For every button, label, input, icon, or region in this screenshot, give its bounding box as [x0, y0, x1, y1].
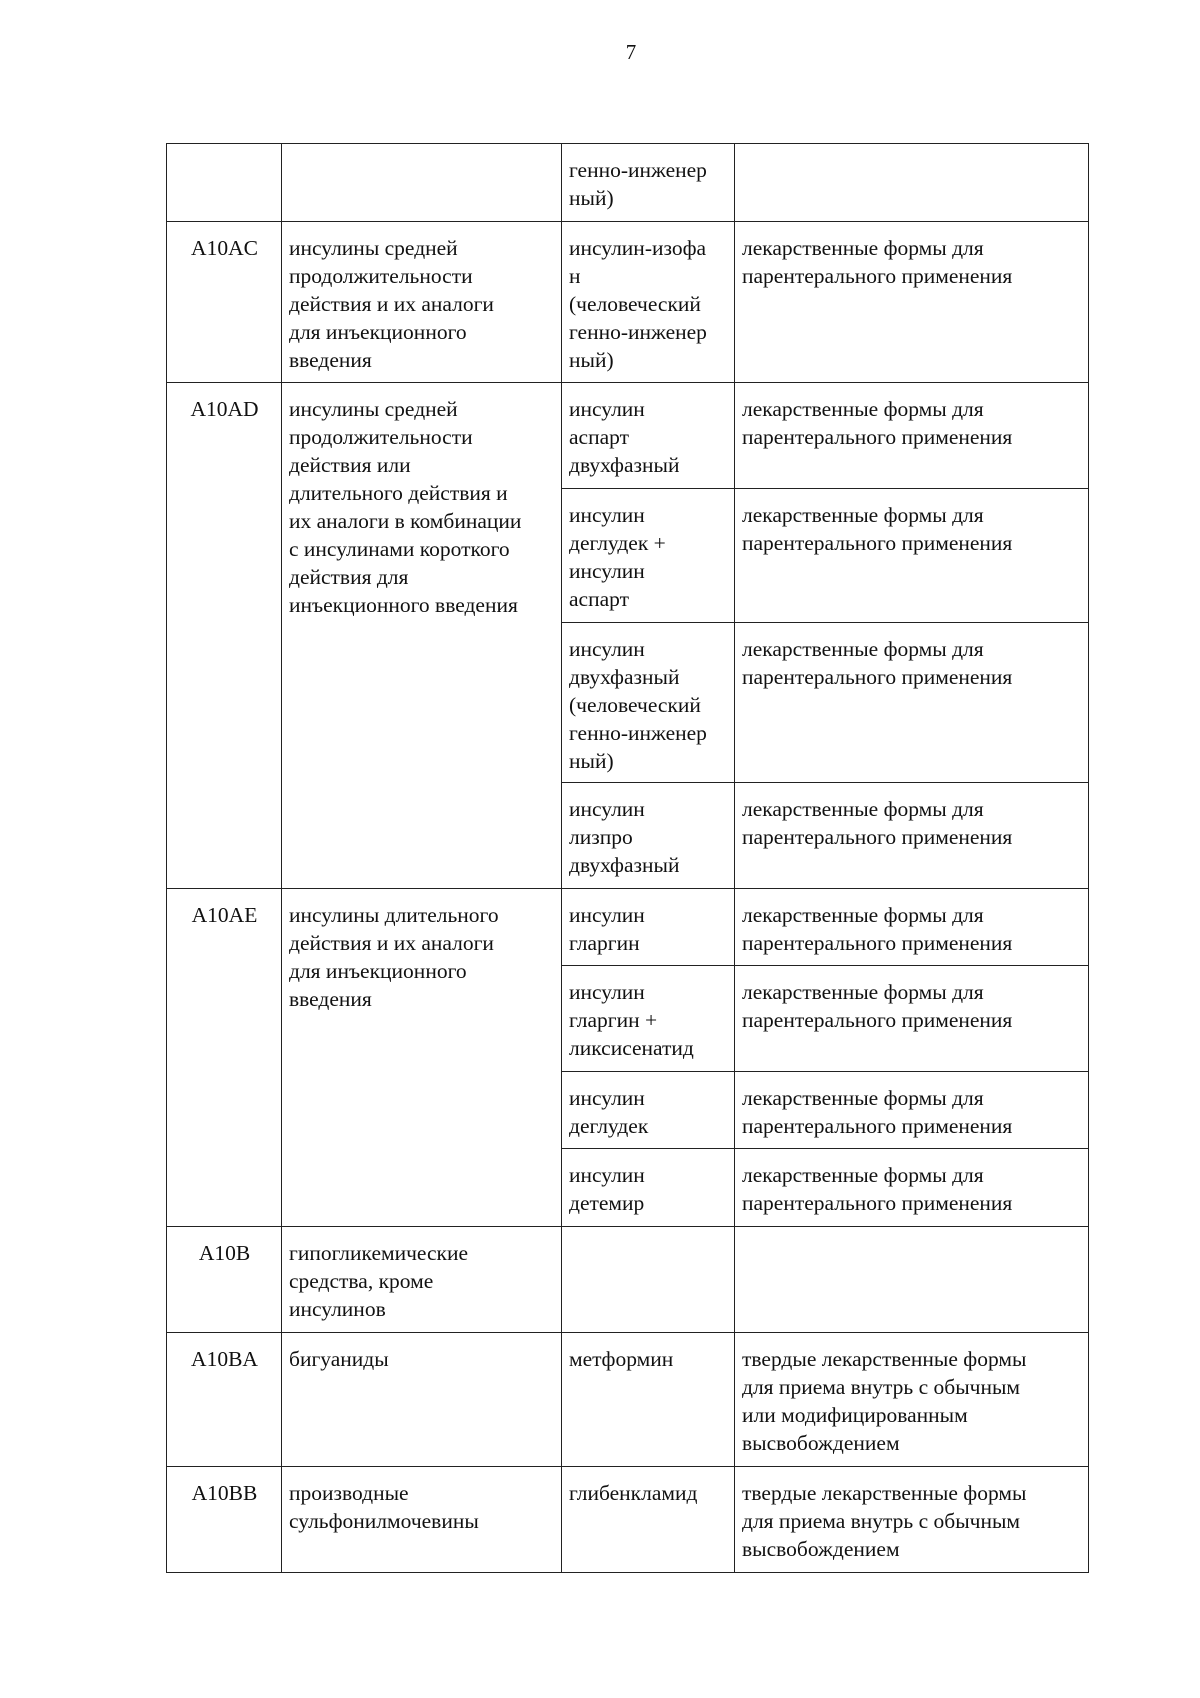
group-cell: инсулины длительного действия и их аналоги для инъекционного введения [282, 889, 562, 1227]
page-number: 7 [625, 40, 637, 64]
table-row [167, 889, 1089, 966]
group-cell: гипогликемические средства, кроме инсулинов [282, 1227, 562, 1333]
drug-cell: инсулин деглудек [562, 1072, 735, 1149]
drug-cell: генно-инженер ный) [562, 144, 735, 222]
drug-cell: метформин [562, 1333, 735, 1467]
form-cell: лекарственные формы для парентерального применения [735, 966, 1089, 1072]
atc-code-cell: A10B [167, 1227, 282, 1333]
group-cell: инсулины средней продолжительности действия или длительного действия и их аналоги в комбинации с инсулинами короткого действия для инъекционного введения [282, 383, 562, 889]
drug-cell: инсулин аспарт двухфазный [562, 383, 735, 489]
atc-code-cell: A10AD [167, 383, 282, 889]
form-cell [735, 1227, 1089, 1333]
drug-cell: инсулин гларгин [562, 889, 735, 966]
table-row [167, 383, 1089, 489]
drug-cell: инсулин-изофа н (человеческий генно-инженер ный) [562, 222, 735, 383]
table-row [167, 1227, 1089, 1333]
group-cell: инсулины средней продолжительности действия и их аналоги для инъекционного введения [282, 222, 562, 383]
atc-code-cell: A10AC [167, 222, 282, 383]
form-cell: лекарственные формы для парентерального применения [735, 783, 1089, 889]
group-cell: бигуаниды [282, 1333, 562, 1467]
form-cell: лекарственные формы для парентерального применения [735, 1149, 1089, 1227]
atc-code-cell [167, 144, 282, 222]
table-row [167, 144, 1089, 222]
table-row [167, 1333, 1089, 1467]
form-cell: лекарственные формы для парентерального применения [735, 222, 1089, 383]
drug-cell: инсулин гларгин + ликсисенатид [562, 966, 735, 1072]
drug-cell: глибенкламид [562, 1467, 735, 1573]
table-row [167, 222, 1089, 383]
form-cell: лекарственные формы для парентерального применения [735, 623, 1089, 783]
form-cell [735, 144, 1089, 222]
form-cell: твердые лекарственные формы для приема внутрь с обычным или модифицированным высвобождением [735, 1333, 1089, 1467]
drug-cell: инсулин детемир [562, 1149, 735, 1227]
form-cell: лекарственные формы для парентерального применения [735, 1072, 1089, 1149]
atc-code-cell: A10AE [167, 889, 282, 1227]
group-cell [282, 144, 562, 222]
atc-code-cell: A10BA [167, 1333, 282, 1467]
group-cell: производные сульфонилмочевины [282, 1467, 562, 1573]
drug-cell: инсулин деглудек + инсулин аспарт [562, 489, 735, 623]
form-cell: лекарственные формы для парентерального применения [735, 489, 1089, 623]
table-row [167, 1467, 1089, 1573]
form-cell: лекарственные формы для парентерального применения [735, 383, 1089, 489]
form-cell: лекарственные формы для парентерального применения [735, 889, 1089, 966]
drug-table [166, 143, 1089, 1573]
atc-code-cell: A10BB [167, 1467, 282, 1573]
drug-cell [562, 1227, 735, 1333]
drug-cell: инсулин лизпро двухфазный [562, 783, 735, 889]
drug-cell: инсулин двухфазный (человеческий генно-инженер ный) [562, 623, 735, 783]
form-cell: твердые лекарственные формы для приема внутрь с обычным высвобождением [735, 1467, 1089, 1573]
